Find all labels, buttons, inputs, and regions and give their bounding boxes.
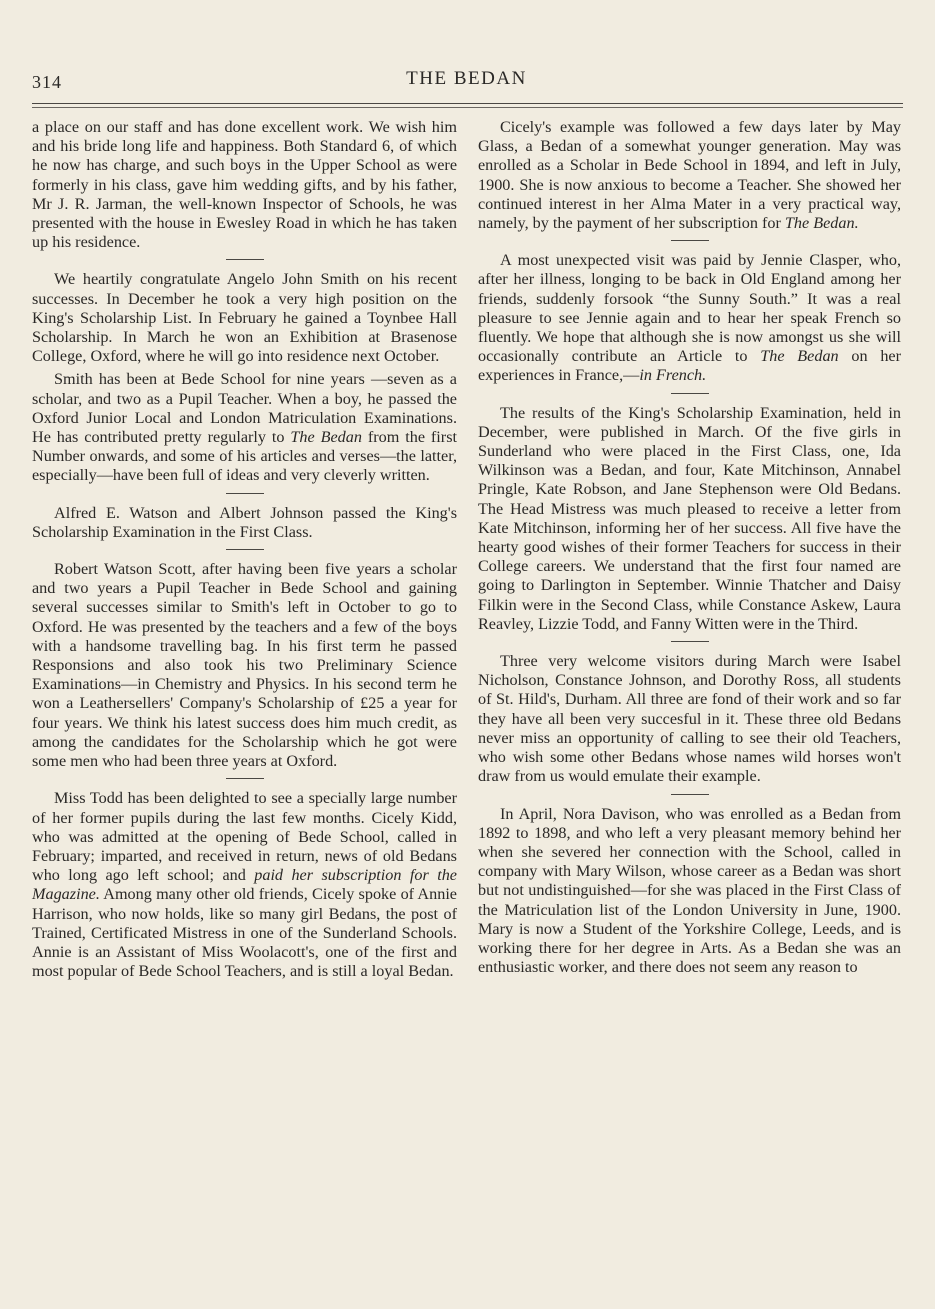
section-separator: [671, 641, 709, 642]
section-separator: [226, 778, 264, 779]
text-run: from the first Number onwards, and some of his articles and verses—the latter, especially—have been full of ideas and very cleverly written.: [32, 428, 457, 485]
section-separator: [671, 240, 709, 241]
text-run: Among many other old friends, Cicely spoke of Annie Harrison, who now holds, like so many girl Bedans, the post of Trained, Certificated Mistress in one of the Sunderland Schools. Annie is an Assistant of Miss Woolacott's, one of the first and most popular of Bede School Teachers, and is still a loyal Bedan.: [32, 885, 457, 981]
text-run: on her experiences in France,—: [478, 347, 902, 385]
paragraph: Robert Watson Scott, after having been five years a scholar and two years a Pupil Teacher in Bede School and gaining several successes similar to Smith's left in October to go to Oxford. He was presented by the teachers and a few of the boys with a handsome travelling bag. In his first term he passed Responsions and also took his two Preliminary Science Examinations—in Chemistry and Physics. In his second term he won a Leathersellers' Company's Scholarship of £25 a year for four years. We think his latest success does him much credit, as among the candidates for the Scholarship which he got were some men who had been three years at Oxford.: [32, 560, 457, 771]
page-header: [32, 64, 901, 94]
running-title: THE BEDAN: [406, 68, 527, 89]
section-separator: [671, 794, 709, 795]
section-separator: [226, 259, 264, 260]
paragraph: We heartily congratulate Angelo John Smith on his recent successes. In December he took a very high position on the King's Scholarship List. In February he gained a Toynbee Hall Scholarship. In March he won an Exhibition at Brasenose College, Oxford, where he will go into residence next October.: [32, 270, 457, 366]
header-rule: [32, 103, 903, 104]
italic-phrase: in French.: [639, 366, 707, 385]
paragraph: Three very welcome visitors during March were Isabel Nicholson, Constance Johnson, and Dorothy Ross, all students of St. Hild's, Durham. All three are fond of their work and so far they have all been very succesful in it. These three old Bedans never miss an opportunity of calling to see their old Teachers, who wish some other Bedans whose names wild horses won't draw from us would emulate their example.: [478, 652, 901, 786]
paragraph: [478, 118, 901, 233]
paragraph: Alfred E. Watson and Albert Johnson passed the King's Scholarship Examination in the First Class.: [32, 503, 457, 541]
section-separator: [671, 393, 709, 394]
paragraph: [32, 789, 457, 981]
paragraph: a place on our staff and has done excellent work. We wish him and his bride long life and happiness. Both Standard 6, of which he now has charge, and such boys in the Upper School as were formerly in his class, gave him wedding gifts, and by his father, Mr J. R. Jarman, the well-known Inspector of Schools, he was presented with the house in Ewesley Road in which he has taken up his residence.: [32, 118, 457, 252]
page-number: 314: [32, 72, 62, 92]
italic-phrase: paid her subscription for the Magazine.: [32, 866, 457, 904]
italic-title: The Bedan: [290, 428, 362, 447]
italic-title: The Bedan: [760, 347, 839, 366]
text-run: Smith has been at Bede School for nine years —seven as a scholar, and two as a Pupil Teacher. When a boy, he passed the Oxford Junior Local and London Matriculation Examinations. He has contributed pretty regularly to: [32, 370, 457, 447]
right-column: [478, 118, 901, 981]
text-run: Cicely's example was followed a few days later by May Glass, a Bedan of a somewhat younger generation. May was enrolled as a Scholar in Bede School in 1894, and left in July, 1900. She is now anxious to become a Teacher. She showed her continued interest in her Alma Mater in a very practical way, namely, by the payment of her subscription for: [478, 118, 901, 233]
paragraph: [478, 251, 901, 385]
section-separator: [226, 493, 264, 494]
italic-title: The Bedan.: [784, 214, 859, 233]
paragraph: [32, 370, 457, 485]
paragraph: In April, Nora Davison, who was enrolled as a Bedan from 1892 to 1898, and who left a very pleasant memory behind her when she severed her connection with the School, called in company with Mary Wilson, whose career as a Bedan was short but not undistinguished—for she was placed in the First Class of the Matriculation list of the London University in June, 1900. Mary is now a Student of the Yorkshire College, Leeds, and is working there for her degree in Arts. As a Bedan she was an enthusiastic worker, and there does not seem any reason to: [478, 804, 901, 977]
text-run: Miss Todd has been delighted to see a specially large number of her former pupils during the last few months. Cicely Kidd, who was admitted at the opening of Bede School, called in February; imparted, and received in return, news of old Bedans who long ago left school; and: [32, 789, 457, 885]
left-column: [32, 118, 457, 985]
header-rule-thin: [32, 107, 903, 108]
paragraph: The results of the King's Scholarship Examination, held in December, were published in March. Of the five girls in Sunderland who were placed in the First Class, one, Ida Wilkinson was a Bedan, and four, Kate Mitchinson, Annabel Pringle, Kate Robson, and Jane Stephenson were Old Bedans. The Head Mistress was much pleased to receive a letter from Kate Mitchinson, informing her of her success. All five have the hearty good wishes of their former Teachers for success in their College careers. We understand that the first four named are going to Darlington in September. Winnie Thatcher and Daisy Filkin were in the Second Class, while Constance Askew, Laura Reavley, Lizzie Todd, and Fanny Witten were in the Third.: [478, 403, 901, 633]
section-separator: [226, 549, 264, 550]
text-run: A most unexpected visit was paid by Jennie Clasper, who, after her illness, longing to be back in Old England among her friends, suddenly forsook “the Sunny South.” It was a real pleasure to see Jennie again and to hear her speak French so fluently. We hope that although she is now amongst us she will occasionally contribute an Article to: [478, 251, 901, 366]
